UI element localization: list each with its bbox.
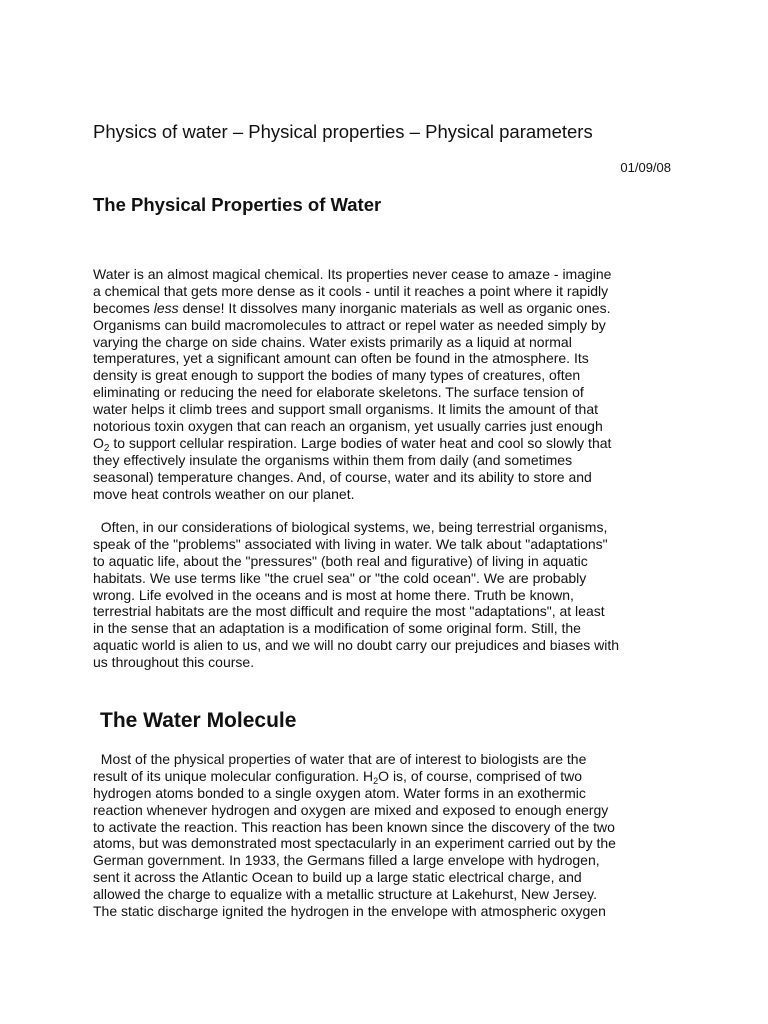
paragraph-physical-properties-intro <box>93 266 611 502</box>
text-line <box>93 300 611 317</box>
text-line: a chemical that gets more dense as it cools - until it reaches a point where it rapidly <box>93 282 609 299</box>
text-run: Often, in our considerations of biological systems, we, being terrestrial organisms, <box>100 519 608 535</box>
text-line: habitats. We use terms like "the cruel sea" or "the cold ocean". We are probably <box>93 569 587 586</box>
subscript: 2 <box>373 775 379 786</box>
text-line: density is great enough to support the bodies of many types of creatures, often <box>93 367 581 384</box>
text-run: O is, of course, comprised of two <box>378 767 583 784</box>
text-line: sent it across the Atlantic Ocean to build up a large static electrical charge, and <box>93 869 582 886</box>
text-run: dense! It dissolves many inorganic materials as well as organic ones. <box>178 299 611 316</box>
text-line: notorious toxin oxygen that can reach an organism, yet usually carries just enough <box>93 418 603 435</box>
text-line: seasonal) temperature changes. And, of course, water and its ability to store and <box>93 468 592 485</box>
text-line: water helps it climb trees and support small organisms. It limits the amount of that <box>93 401 598 418</box>
text-line: aquatic world is alien to us, and we will no doubt carry our prejudices and biases with <box>93 637 620 654</box>
text-line: German government. In 1933, the Germans filled a large envelope with hydrogen, <box>93 852 600 869</box>
paragraph-water-molecule <box>93 751 616 920</box>
text-line <box>93 435 611 452</box>
section-heading-water-molecule: The Water Molecule <box>100 709 297 732</box>
emphasis-text: less <box>153 299 179 316</box>
document-date: 01/09/08 <box>620 160 671 175</box>
text-line: to aquatic life, about the "pressures" (both real and figurative) of living in aquatic <box>93 552 588 569</box>
text-run: result of its unique molecular configuration. H <box>93 767 374 784</box>
text-run: becomes <box>93 299 154 316</box>
text-line: move heat controls weather on our planet. <box>93 485 355 502</box>
text-line <box>93 768 616 785</box>
text-line: us throughout this course. <box>93 654 255 671</box>
text-line: varying the charge on side chains. Water exists primarily as a liquid at normal <box>93 333 572 350</box>
text-run: to support cellular respiration. Large bodies of water heat and cool so slowly that <box>109 434 612 451</box>
text-line: wrong. Life evolved in the oceans and is most at home there. Truth be known, <box>93 586 574 603</box>
text-line <box>93 751 616 768</box>
text-run: Most of the physical properties of water that are of interest to biologists are the <box>100 751 587 767</box>
text-line: in the sense that an adaptation is a modification of some original form. Still, the <box>93 620 581 637</box>
text-line: The static discharge ignited the hydrogen in the envelope with atmospheric oxygen <box>93 903 606 920</box>
text-line: to activate the reaction. This reaction has been known since the discovery of the two <box>93 818 615 835</box>
text-line: Organisms can build macromolecules to attract or repel water as needed simply by <box>93 316 606 333</box>
text-line: terrestrial habitats are the most difficult and require the most "adaptations", at least <box>93 603 605 620</box>
text-line: atoms, but was demonstrated most spectacularly in an experiment carried out by the <box>93 835 616 852</box>
section-heading-physical-properties: The Physical Properties of Water <box>93 194 382 215</box>
text-line: speak of the "problems" associated with living in water. We talk about "adaptations" <box>93 535 608 552</box>
text-line: eliminating or reducing the need for elaborate skeletons. The surface tension of <box>93 384 584 401</box>
text-line: hydrogen atoms bonded to a single oxygen atom. Water forms in an exothermic <box>93 784 586 801</box>
text-run: O <box>93 434 104 451</box>
paragraph-terrestrial-perspective <box>93 519 619 671</box>
text-line: reaction whenever hydrogen and oxygen are mixed and exposed to enough energy <box>93 801 609 818</box>
text-line: they effectively insulate the organisms within them from daily (and sometimes <box>93 451 573 468</box>
text-line: allowed the charge to equalize with a metallic structure at Lakehurst, New Jersey. <box>93 886 597 903</box>
text-line: Water is an almost magical chemical. Its properties never cease to amaze - imagine <box>93 266 612 282</box>
subscript: 2 <box>103 442 110 454</box>
text-line <box>93 519 619 536</box>
document-title: Physics of water – Physical properties – Physical parameters <box>93 121 593 142</box>
text-line: temperatures, yet a significant amount can often be found in the atmosphere. Its <box>93 350 589 367</box>
